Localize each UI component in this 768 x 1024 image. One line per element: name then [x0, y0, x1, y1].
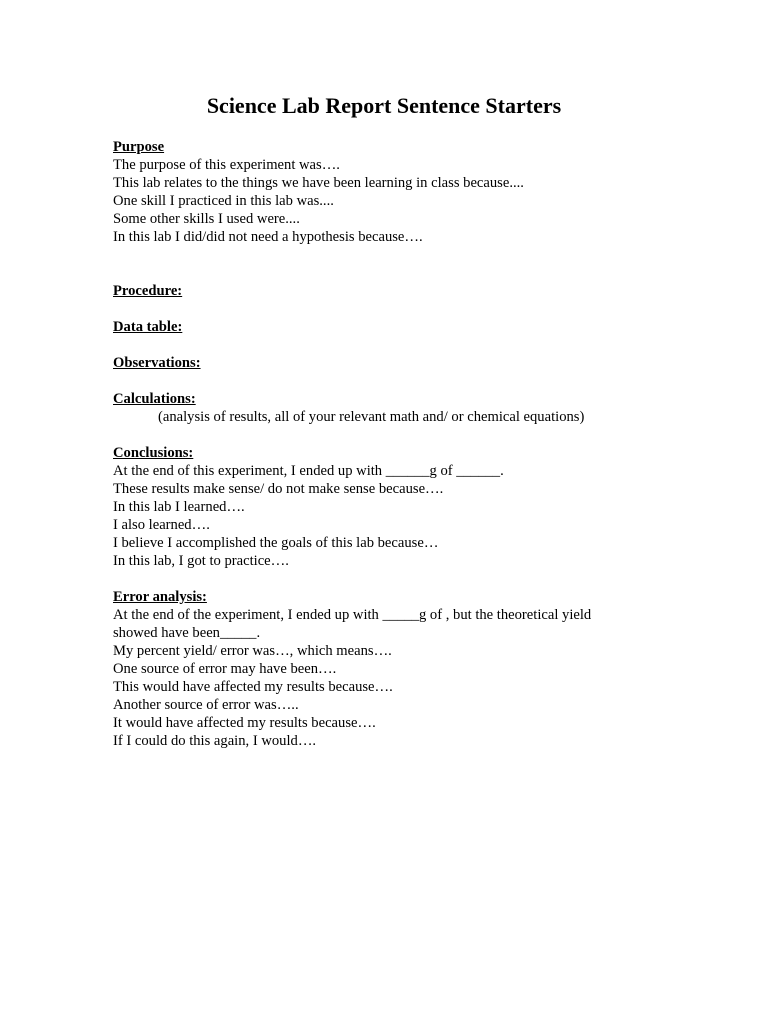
error-analysis-line: One source of error may have been…. — [113, 661, 337, 677]
purpose-line: Some other skills I used were.... — [113, 211, 300, 227]
spacer — [113, 570, 733, 588]
error-analysis-line: At the end of the experiment, I ended up with _____g of , but the theoretical yield — [113, 607, 592, 623]
spacer — [113, 372, 733, 390]
section-heading-error-analysis: Error analysis: — [113, 589, 207, 605]
section-heading-purpose: Purpose — [113, 139, 165, 155]
error-analysis-line: showed have been_____. — [113, 625, 261, 641]
conclusions-line: These results make sense/ do not make sense because…. — [113, 481, 444, 497]
document-body — [113, 138, 733, 750]
section-heading-calculations: Calculations: — [113, 391, 196, 407]
section-heading-procedure: Procedure: — [113, 283, 183, 299]
spacer — [113, 300, 733, 318]
page-title: Science Lab Report Sentence Starters — [206, 93, 562, 118]
error-analysis-line: This would have affected my results because…. — [113, 679, 393, 695]
purpose-line: In this lab I did/did not need a hypothesis because…. — [113, 229, 423, 245]
error-analysis-line: My percent yield/ error was…, which means…. — [113, 643, 392, 659]
purpose-line: This lab relates to the things we have been learning in class because.... — [113, 175, 524, 191]
conclusions-line: In this lab I learned…. — [113, 499, 245, 515]
error-analysis-line: Another source of error was….. — [113, 697, 299, 713]
purpose-line: One skill I practiced in this lab was.... — [113, 193, 334, 209]
section-conclusions — [113, 444, 733, 570]
section-heading-conclusions: Conclusions: — [113, 445, 194, 461]
spacer — [113, 336, 733, 354]
conclusions-line: At the end of this experiment, I ended up with ______g of ______. — [113, 463, 504, 479]
section-heading-data-table: Data table: — [113, 319, 183, 335]
conclusions-line: I also learned…. — [113, 517, 210, 533]
error-analysis-line: If I could do this again, I would…. — [113, 733, 317, 749]
section-heading-observations: Observations: — [113, 355, 201, 371]
section-error-analysis — [113, 588, 733, 750]
section-purpose — [113, 138, 733, 246]
spacer — [113, 426, 733, 444]
purpose-line: The purpose of this experiment was…. — [113, 157, 340, 173]
conclusions-line: In this lab, I got to practice…. — [113, 553, 289, 569]
spacer — [113, 246, 733, 282]
error-analysis-line: It would have affected my results because…. — [113, 715, 376, 731]
conclusions-line: I believe I accomplished the goals of this lab because… — [113, 535, 439, 551]
calculations-note: (analysis of results, all of your relevant math and/ or chemical equations) — [158, 409, 585, 425]
section-calculations — [113, 390, 733, 426]
